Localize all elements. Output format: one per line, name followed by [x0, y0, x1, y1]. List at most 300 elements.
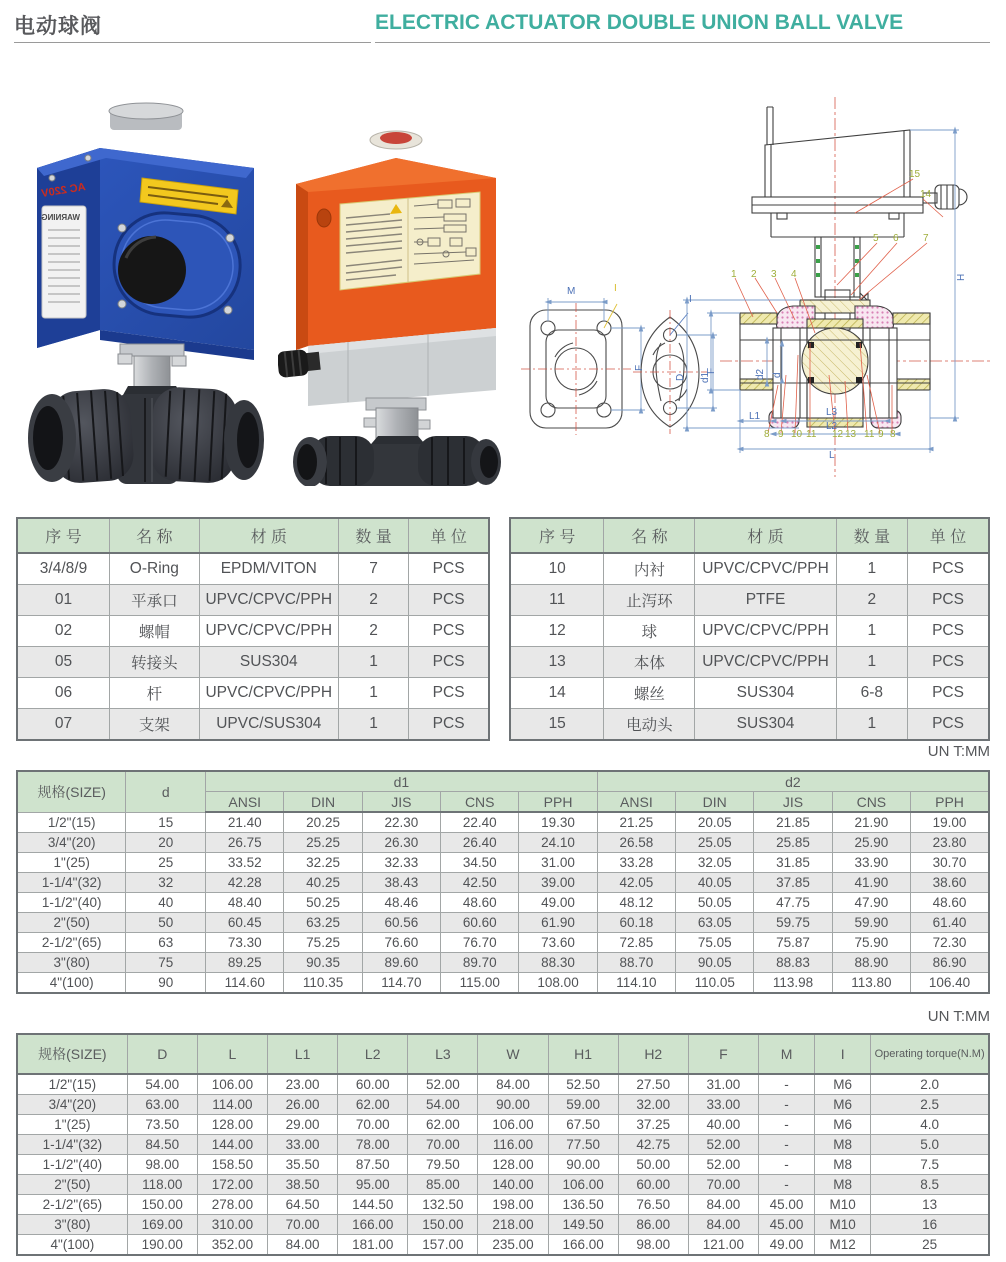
drawing-label: 9	[878, 429, 884, 440]
table-cell: UPVC/CPVC/PPH	[695, 553, 836, 585]
table-cell: PCS	[409, 678, 489, 709]
table-cell: 72.30	[911, 933, 989, 953]
table-row	[17, 873, 989, 893]
table-cell: 50.25	[284, 893, 362, 913]
table-row	[17, 1095, 989, 1115]
table-row	[17, 1115, 989, 1135]
table-cell: M8	[815, 1155, 871, 1175]
table-row	[17, 1215, 989, 1235]
drawing-label: 3	[771, 269, 777, 280]
table-cell: 5.0	[871, 1135, 989, 1155]
parts-table-left	[16, 517, 490, 741]
table-cell: 24.10	[519, 833, 597, 853]
table-cell: 14	[510, 678, 604, 709]
table-cell: 32	[126, 873, 206, 893]
table-cell: 89.60	[362, 953, 440, 973]
table-cell: EPDM/VITON	[199, 553, 338, 585]
table-cell: 杆	[110, 678, 200, 709]
product-photo-orange-actuator	[278, 126, 512, 486]
table-cell: 128.00	[197, 1115, 267, 1135]
table-cell: 19.30	[519, 812, 597, 833]
column-header: 材 质	[695, 518, 836, 553]
table-cell: 50.05	[676, 893, 754, 913]
table-cell: 64.50	[268, 1195, 338, 1215]
table-cell: 2"(50)	[17, 913, 126, 933]
table-cell: 352.00	[197, 1235, 267, 1256]
drawing-label: 6	[893, 233, 899, 244]
table-cell: SUS304	[695, 678, 836, 709]
table-cell: PCS	[908, 553, 989, 585]
column-header: PPH	[519, 792, 597, 813]
column-header: L1	[268, 1034, 338, 1074]
table-cell: 150.00	[127, 1195, 197, 1215]
table-cell: 70.00	[408, 1135, 478, 1155]
table-cell: 25	[126, 853, 206, 873]
table-cell: 72.85	[597, 933, 675, 953]
table-cell: 88.90	[832, 953, 910, 973]
table-cell: 05	[17, 647, 110, 678]
table-cell: 47.75	[754, 893, 832, 913]
table-cell: PCS	[908, 709, 989, 741]
table-cell: 内衬	[604, 553, 695, 585]
table-cell: 132.50	[408, 1195, 478, 1215]
table-cell: 40.00	[688, 1115, 758, 1135]
blue-actuator-illustration	[22, 98, 270, 486]
table-cell: UPVC/CPVC/PPH	[199, 616, 338, 647]
column-header: 规格(SIZE)	[17, 1034, 127, 1074]
table-cell: 114.10	[597, 973, 675, 994]
table-row	[510, 585, 989, 616]
table-cell: 63.00	[127, 1095, 197, 1115]
table-cell: -	[758, 1095, 814, 1115]
drawing-label: L	[829, 450, 835, 461]
table-cell: 3/4"(20)	[17, 833, 126, 853]
table-cell: 15	[126, 812, 206, 833]
table-cell: 84.00	[478, 1074, 548, 1095]
table-cell: 85.00	[408, 1175, 478, 1195]
table-cell: 59.75	[754, 913, 832, 933]
table-cell: 50	[126, 913, 206, 933]
table-cell: 21.40	[206, 812, 284, 833]
table-cell: 01	[17, 585, 110, 616]
drawing-label: 9	[778, 429, 784, 440]
table-cell: 2"(50)	[17, 1175, 127, 1195]
table-cell: 1-1/4"(32)	[17, 873, 126, 893]
table-cell: SUS304	[199, 647, 338, 678]
table-cell: 106.00	[478, 1115, 548, 1135]
table-cell: 60.00	[618, 1175, 688, 1195]
table-cell: 73.30	[206, 933, 284, 953]
table-cell: 62.00	[408, 1115, 478, 1135]
table-row	[17, 913, 989, 933]
table-cell: 4"(100)	[17, 1235, 127, 1256]
drawing-label: 4	[791, 269, 797, 280]
unit-note: UN T:MM	[927, 1008, 990, 1025]
table-cell: 40	[126, 893, 206, 913]
table-cell: 61.90	[519, 913, 597, 933]
table-cell: 21.25	[597, 812, 675, 833]
table-cell: 60.60	[441, 913, 519, 933]
table-row	[510, 678, 989, 709]
column-header: JIS	[362, 792, 440, 813]
drawing-label: 11	[806, 429, 817, 440]
table-cell: 26.58	[597, 833, 675, 853]
table-cell: 136.50	[548, 1195, 618, 1215]
table-cell: UPVC/SUS304	[199, 709, 338, 741]
table-row	[17, 1235, 989, 1256]
column-header: H2	[618, 1034, 688, 1074]
table-cell: PCS	[409, 709, 489, 741]
table-cell: 2-1/2"(65)	[17, 933, 126, 953]
table-cell: 4.0	[871, 1115, 989, 1135]
table-cell: 47.90	[832, 893, 910, 913]
table-cell: 33.90	[832, 853, 910, 873]
table-cell: 54.00	[408, 1095, 478, 1115]
table-row	[17, 709, 489, 741]
table-cell: 54.00	[127, 1074, 197, 1095]
table-cell: 27.50	[618, 1074, 688, 1095]
table-cell: 114.70	[362, 973, 440, 994]
table-cell: M6	[815, 1095, 871, 1115]
table-cell: 86.90	[911, 953, 989, 973]
table-cell: 87.50	[338, 1155, 408, 1175]
table-cell: 144.00	[197, 1135, 267, 1155]
table-cell: 30.70	[911, 853, 989, 873]
table-cell: 15	[510, 709, 604, 741]
table-row	[17, 833, 989, 853]
table-row	[17, 616, 489, 647]
table-row	[510, 709, 989, 741]
table-cell: 149.50	[548, 1215, 618, 1235]
table-cell: 37.25	[618, 1115, 688, 1135]
table-cell: 144.50	[338, 1195, 408, 1215]
table-cell: 3"(80)	[17, 953, 126, 973]
table-row	[510, 647, 989, 678]
column-header: CNS	[832, 792, 910, 813]
drawing-label: I	[689, 294, 692, 305]
drawing-label: 8	[890, 429, 896, 440]
column-header: L	[197, 1034, 267, 1074]
table-row	[17, 1195, 989, 1215]
table-cell: 75.25	[284, 933, 362, 953]
column-header: d	[126, 771, 206, 812]
table-row	[17, 647, 489, 678]
drawing-label: d	[772, 372, 783, 378]
table-cell: 48.12	[597, 893, 675, 913]
drawing-label: 1	[731, 269, 737, 280]
table-cell: 78.00	[338, 1135, 408, 1155]
table-cell: 25	[871, 1235, 989, 1256]
table-cell: -	[758, 1175, 814, 1195]
table-cell: 31.00	[519, 853, 597, 873]
column-header: 单 位	[908, 518, 989, 553]
column-header: Operating torque(N.M)	[871, 1034, 989, 1074]
table-row	[510, 616, 989, 647]
drawing-label: F	[706, 367, 717, 374]
table-cell: 1-1/2"(40)	[17, 1155, 127, 1175]
table-cell: 60.00	[338, 1074, 408, 1095]
table-cell: -	[758, 1155, 814, 1175]
table-row	[17, 973, 989, 994]
table-cell: PCS	[908, 647, 989, 678]
table-cell: 2-1/2"(65)	[17, 1195, 127, 1215]
main-dimension-table	[16, 1033, 990, 1256]
column-header: d1	[206, 771, 598, 792]
table-cell: 52.50	[548, 1074, 618, 1095]
table-cell: 38.60	[911, 873, 989, 893]
table-cell: M6	[815, 1115, 871, 1135]
column-header: M	[758, 1034, 814, 1074]
table-cell: 52.00	[688, 1155, 758, 1175]
table-cell: M10	[815, 1215, 871, 1235]
table-cell: 172.00	[197, 1175, 267, 1195]
table-cell: 70.00	[688, 1175, 758, 1195]
column-header: 单 位	[409, 518, 489, 553]
table-cell: 1-1/2"(40)	[17, 893, 126, 913]
table-cell: 90.00	[478, 1095, 548, 1115]
table-cell: 2	[338, 616, 408, 647]
table-cell: 89.70	[441, 953, 519, 973]
table-cell: 60.18	[597, 913, 675, 933]
drawing-label: 13	[845, 429, 857, 440]
column-header: CNS	[441, 792, 519, 813]
table-cell: 166.00	[338, 1215, 408, 1235]
drawing-label: 7	[923, 233, 929, 244]
drawing-label: 11	[864, 429, 875, 440]
table-cell: 42.50	[441, 873, 519, 893]
drawing-label: H	[956, 273, 967, 281]
table-cell: 42.28	[206, 873, 284, 893]
table-cell: 166.00	[548, 1235, 618, 1256]
drawing-label: d1	[700, 371, 711, 383]
table-cell: 2	[836, 585, 907, 616]
table-cell: 75.90	[832, 933, 910, 953]
table-cell: 37.85	[754, 873, 832, 893]
table-cell: 13	[510, 647, 604, 678]
table-cell: 106.00	[197, 1074, 267, 1095]
column-header: PPH	[911, 792, 989, 813]
table-cell: 115.00	[441, 973, 519, 994]
table-row	[17, 1175, 989, 1195]
drawing-label: 8	[764, 429, 770, 440]
column-header: DIN	[676, 792, 754, 813]
table-cell: 118.00	[127, 1175, 197, 1195]
table-cell: 88.30	[519, 953, 597, 973]
table-cell: 59.90	[832, 913, 910, 933]
table-cell: 平承口	[110, 585, 200, 616]
table-cell: 40.25	[284, 873, 362, 893]
table-cell: 38.43	[362, 873, 440, 893]
column-header: H1	[548, 1034, 618, 1074]
column-header: L2	[338, 1034, 408, 1074]
table-cell: 181.00	[338, 1235, 408, 1256]
table-cell: 60.56	[362, 913, 440, 933]
table-cell: 1	[836, 616, 907, 647]
table-cell: 球	[604, 616, 695, 647]
table-cell: 07	[17, 709, 110, 741]
table-cell: 60.45	[206, 913, 284, 933]
table-cell: 26.00	[268, 1095, 338, 1115]
table-cell: 螺丝	[604, 678, 695, 709]
table-cell: M10	[815, 1195, 871, 1215]
table-cell: 26.75	[206, 833, 284, 853]
table-cell: PCS	[409, 553, 489, 585]
column-header: F	[688, 1034, 758, 1074]
column-header: 材 质	[199, 518, 338, 553]
table-cell: 2.0	[871, 1074, 989, 1095]
table-cell: 52.00	[408, 1074, 478, 1095]
table-row	[510, 553, 989, 585]
table-cell: 67.50	[548, 1115, 618, 1135]
table-cell: 49.00	[758, 1235, 814, 1256]
column-header: 序 号	[510, 518, 604, 553]
table-cell: 4"(100)	[17, 973, 126, 994]
table-cell: 31.00	[688, 1074, 758, 1095]
table-cell: 45.00	[758, 1195, 814, 1215]
table-cell: 50.00	[618, 1155, 688, 1175]
table-cell: 32.05	[676, 853, 754, 873]
table-cell: 77.50	[548, 1135, 618, 1155]
table-cell: 114.60	[206, 973, 284, 994]
table-row	[17, 553, 489, 585]
table-cell: 140.00	[478, 1175, 548, 1195]
table-cell: 310.00	[197, 1215, 267, 1235]
header-divider-right	[375, 42, 990, 43]
table-cell: 1	[338, 709, 408, 741]
table-cell: 114.00	[197, 1095, 267, 1115]
table-cell: PCS	[908, 585, 989, 616]
table-cell: 25.25	[284, 833, 362, 853]
table-cell: 26.30	[362, 833, 440, 853]
table-cell: 26.40	[441, 833, 519, 853]
table-cell: 113.80	[832, 973, 910, 994]
table-cell: 39.00	[519, 873, 597, 893]
table-cell: -	[758, 1135, 814, 1155]
table-cell: UPVC/CPVC/PPH	[695, 647, 836, 678]
table-cell: O-Ring	[110, 553, 200, 585]
page-title-chinese: 电动球阀	[14, 15, 102, 38]
table-cell: 21.90	[832, 812, 910, 833]
table-cell: 76.60	[362, 933, 440, 953]
table-cell: 95.00	[338, 1175, 408, 1195]
table-cell: 41.90	[832, 873, 910, 893]
table-cell: PCS	[908, 616, 989, 647]
table-cell: M6	[815, 1074, 871, 1095]
table-cell: 84.00	[268, 1235, 338, 1256]
table-cell: 3/4/8/9	[17, 553, 110, 585]
table-cell: M8	[815, 1135, 871, 1155]
table-cell: 23.80	[911, 833, 989, 853]
table-row	[17, 585, 489, 616]
table-cell: M12	[815, 1235, 871, 1256]
table-cell: 235.00	[478, 1235, 548, 1256]
drawing-label: 15	[909, 169, 921, 180]
table-cell: 1-1/4"(32)	[17, 1135, 127, 1155]
table-cell: 73.60	[519, 933, 597, 953]
table-row	[17, 1135, 989, 1155]
drawing-label: I	[614, 283, 617, 294]
column-header: W	[478, 1034, 548, 1074]
table-cell: 76.50	[618, 1195, 688, 1215]
column-header: DIN	[284, 792, 362, 813]
table-cell: 90.00	[548, 1155, 618, 1175]
column-header: JIS	[754, 792, 832, 813]
diameter-dimension-table	[16, 770, 990, 994]
table-cell: 转接头	[110, 647, 200, 678]
table-cell: 45.00	[758, 1215, 814, 1235]
table-cell: 128.00	[478, 1155, 548, 1175]
table-row	[17, 678, 489, 709]
table-row	[17, 953, 989, 973]
table-cell: 33.28	[597, 853, 675, 873]
table-cell: 108.00	[519, 973, 597, 994]
table-cell: 6-8	[836, 678, 907, 709]
table-cell: 38.50	[268, 1175, 338, 1195]
table-cell: 1"(25)	[17, 1115, 127, 1135]
table-cell: PTFE	[695, 585, 836, 616]
table-cell: PCS	[409, 585, 489, 616]
table-cell: 190.00	[127, 1235, 197, 1256]
table-cell: 106.00	[548, 1175, 618, 1195]
technical-drawing	[515, 85, 1000, 500]
table-cell: 7.5	[871, 1155, 989, 1175]
table-cell: 22.40	[441, 812, 519, 833]
unit-note: UN T:MM	[927, 743, 990, 760]
table-cell: 63.05	[676, 913, 754, 933]
table-cell: 3/4"(20)	[17, 1095, 127, 1115]
drawing-label: L2	[826, 421, 838, 432]
table-cell: UPVC/CPVC/PPH	[695, 616, 836, 647]
table-cell: 31.85	[754, 853, 832, 873]
table-cell: 90.05	[676, 953, 754, 973]
table-cell: 1	[338, 678, 408, 709]
table-cell: 7	[338, 553, 408, 585]
header-divider-left	[14, 42, 371, 43]
table-cell: PCS	[908, 678, 989, 709]
table-cell: 61.40	[911, 913, 989, 933]
table-cell: 48.60	[911, 893, 989, 913]
table-cell: 157.00	[408, 1235, 478, 1256]
table-cell: 278.00	[197, 1195, 267, 1215]
table-cell: 33.52	[206, 853, 284, 873]
table-cell: 止泻环	[604, 585, 695, 616]
page-title-english: ELECTRIC ACTUATOR DOUBLE UNION BALL VALVE	[375, 11, 904, 34]
drawing-label: L3	[826, 407, 838, 418]
table-cell: M8	[815, 1175, 871, 1195]
table-cell: 84.00	[688, 1195, 758, 1215]
table-cell: 8.5	[871, 1175, 989, 1195]
table-cell: 84.50	[127, 1135, 197, 1155]
table-cell: 40.05	[676, 873, 754, 893]
table-cell: 48.40	[206, 893, 284, 913]
table-cell: 电动头	[604, 709, 695, 741]
table-cell: 76.70	[441, 933, 519, 953]
table-cell: 1	[836, 709, 907, 741]
table-cell: 20	[126, 833, 206, 853]
table-cell: 106.40	[911, 973, 989, 994]
column-header: 名 称	[604, 518, 695, 553]
column-header: 名 称	[110, 518, 200, 553]
table-cell: 88.70	[597, 953, 675, 973]
table-cell: 70.00	[338, 1115, 408, 1135]
table-cell: 16	[871, 1215, 989, 1235]
table-cell: 70.00	[268, 1215, 338, 1235]
table-cell: PCS	[409, 647, 489, 678]
table-cell: 198.00	[478, 1195, 548, 1215]
table-row	[17, 812, 989, 833]
table-cell: 25.05	[676, 833, 754, 853]
drawing-label: D	[675, 373, 686, 381]
